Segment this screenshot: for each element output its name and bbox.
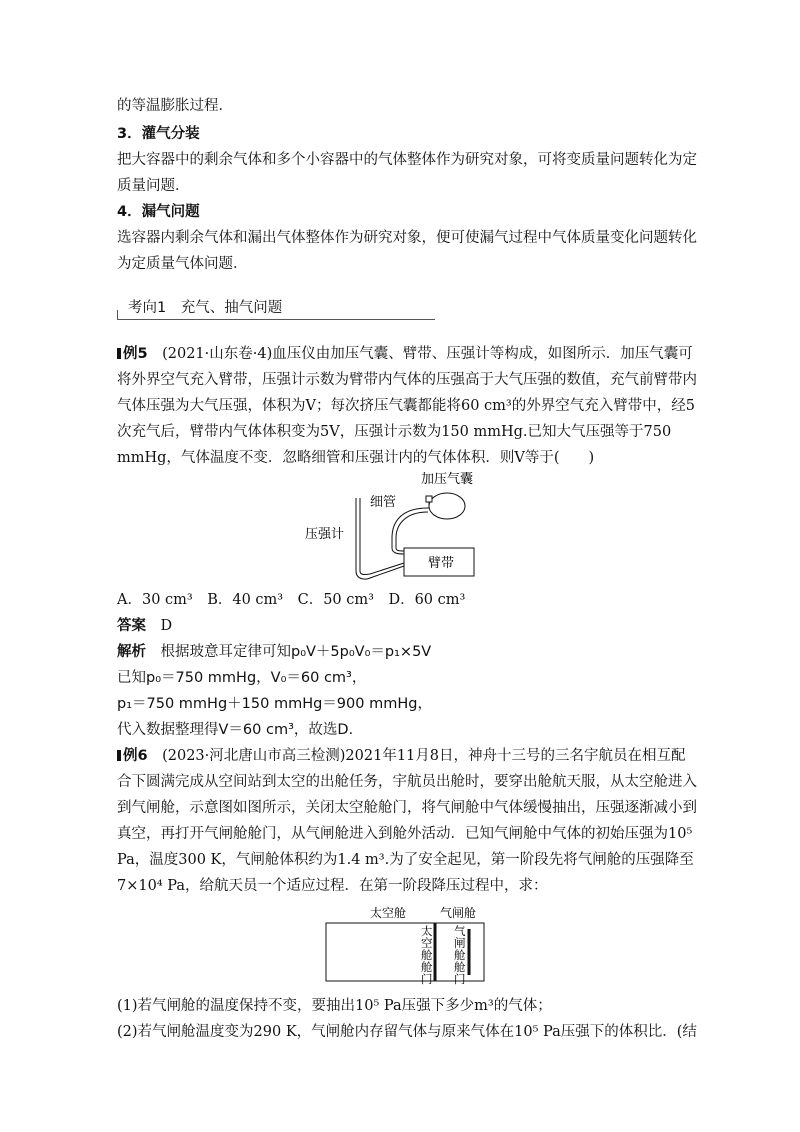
label-gauge: 压强计: [305, 527, 345, 542]
answer-label: 答案: [117, 618, 146, 634]
solution-line: 代入数据整理得V＝60 cm³，故选D.: [117, 722, 354, 738]
question-2: (2)若气闸舱温度变为290 K，气闸舱内存留气体与原来气体在10⁵ Pa压强下的体积比．(结: [117, 1024, 697, 1040]
text-line: 的等温膨胀过程．: [117, 98, 233, 114]
example6-line: 到气闸舱，示意图如图所示，关闭太空舱舱门，将气闸舱中气体缓慢抽出，压强逐渐减小到: [117, 800, 697, 816]
example5-tag: 例5: [117, 346, 148, 362]
example6-line: Pa，温度300 K，气闸舱体积约为1.4 m³.为了安全起见，第一阶段先将气闸舱的压强降至: [117, 852, 694, 868]
label-cabin: 太空舱: [370, 906, 407, 920]
example6-text: (2023·河北唐山市高三检测)2021年11月8日，神舟十三号的三名宇航员在相互配: [162, 748, 686, 764]
example5-line: 气体压强为大气压强，体积为V；每次挤压气囊都能将60 cm³的外界空气充入臂带中，经5: [117, 398, 695, 414]
answer-value: D: [160, 618, 173, 634]
label-bulb: 加压气囊: [421, 472, 474, 487]
airlock-figure: [320, 903, 490, 985]
text-line: 质量问题．: [117, 178, 190, 194]
valve-shape: [426, 496, 432, 502]
example5-line: [117, 344, 692, 364]
text-line: 为定质量气体问题．: [117, 256, 248, 272]
blood-pressure-figure: [300, 468, 485, 583]
example5-line: 将外界空气充入臂带，压强计示数为臂带内气体的压强高于大气压强的数值，充气前臂带内: [117, 372, 697, 388]
solution-line: p₁＝750 mmHg＋150 mmHg＝900 mmHg，: [117, 696, 432, 712]
label-airlock: 气闸舱: [440, 906, 477, 920]
heading-4: 4．漏气问题: [117, 204, 200, 220]
example5-line: 次充气后，臂带内气体体积变为5V，压强计示数为150 mmHg.已知大气压强等于750: [117, 424, 672, 440]
example5-line: mmHg，气体温度不变．忽略细管和压强计内的气体体积．则V等于( ): [117, 450, 595, 466]
door2-label: 气闸舱舱门: [454, 924, 466, 985]
solution-line: [117, 642, 692, 662]
example6-line: 真空，再打开气闸舱舱门，从气闸舱进入到舱外活动．已知气闸舱中气体的初始压强为10⁵: [117, 826, 693, 842]
question-1: (1)若气闸舱的温度保持不变，要抽出10⁵ Pa压强下多少m³的气体；: [117, 998, 552, 1014]
solution-line: 已知p₀＝750 mmHg，V₀＝60 cm³，: [117, 670, 367, 686]
label-cuff: 臂带: [428, 556, 455, 571]
door1-label: 太空舱舱门: [421, 924, 433, 985]
example5-text: (2021·山东卷·4)血压仪由加压气囊、臂带、压强计等构成，如图所示．加压气囊可: [162, 346, 693, 362]
example6-line: [117, 746, 692, 766]
section-title: 考向1 充气、抽气问题: [128, 300, 283, 316]
solution-label: 解析: [117, 644, 146, 660]
example6-tag: 例6: [117, 748, 148, 764]
solution-text: 根据玻意耳定律可知p₀V＋5p₀V₀＝p₁×5V: [160, 644, 432, 660]
label-tube: 细管: [370, 495, 397, 510]
heading-3: 3．灌气分装: [117, 126, 200, 142]
example6-line: 合下圆满完成从空间站到太空的出舱任务，宇航员出舱时，要穿出舱航天服，从太空舱进入: [117, 774, 697, 790]
text-line: 选容器内剩余气体和漏出气体整体作为研究对象，便可使漏气过程中气体质量变化问题转化: [117, 230, 697, 246]
answer-line: [117, 616, 692, 636]
example5-options: A．30 cm³ B．40 cm³ C．50 cm³ D．60 cm³: [117, 592, 466, 608]
example6-line: 7×10⁴ Pa，给航天员一个适应过程．在第一阶段降压过程中，求：: [117, 878, 548, 894]
bulb-shape: [429, 493, 465, 519]
text-line: 把大容器中的剩余气体和多个小容器中的气体整体作为研究对象，可将变质量问题转化为定: [117, 152, 697, 168]
